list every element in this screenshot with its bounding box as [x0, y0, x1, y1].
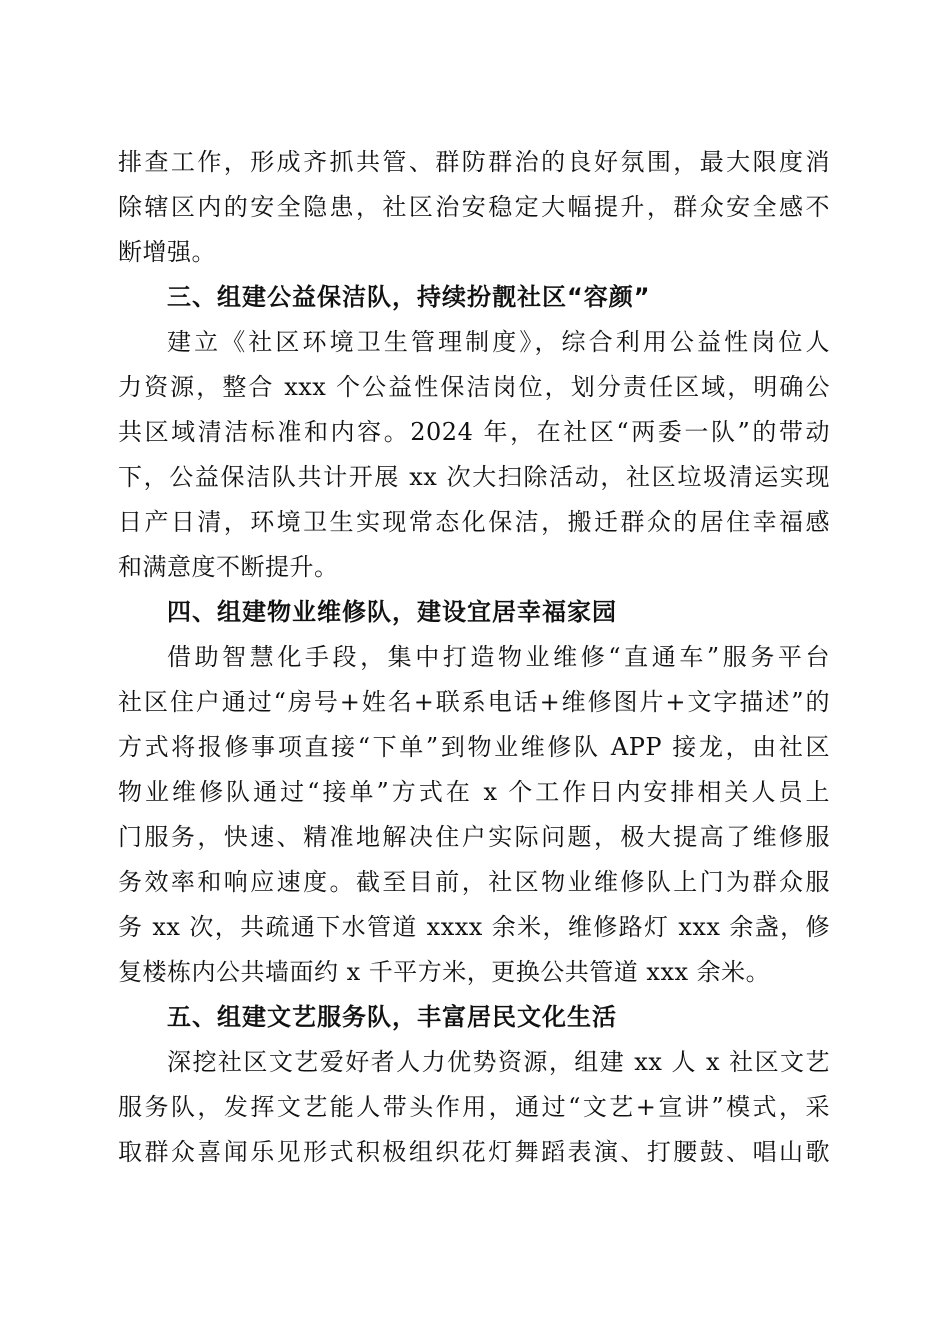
paragraph-line: 物业维修队通过“接单”方式在 x 个工作日内安排相关人员上	[118, 778, 830, 806]
paragraph-line: 共区域清洁标准和内容。2024 年，在社区“两委一队”的带动	[118, 418, 830, 446]
paragraph-line: 深挖社区文艺爱好者人力优势资源，组建 xx 人 x 社区文艺	[167, 1048, 830, 1076]
paragraph-line: 借助智慧化手段，集中打造物业维修“直通车”服务平台	[167, 643, 830, 671]
paragraph-line: 断增强。	[118, 238, 216, 266]
paragraph-line: 门服务，快速、精准地解决住户实际问题，极大提高了维修服	[118, 823, 830, 851]
paragraph-line: 服务队，发挥文艺能人带头作用，通过“文艺+宣讲”模式，采	[118, 1093, 830, 1121]
paragraph-line: 和满意度不断提升。	[118, 553, 339, 581]
paragraph-line: 建立《社区环境卫生管理制度》，综合利用公益性岗位人	[167, 328, 830, 356]
paragraph-line: 务效率和响应速度。截至目前，社区物业维修队上门为群众服	[118, 868, 830, 896]
paragraph-line: 复楼栋内公共墙面约 x 千平方米，更换公共管道 xxx 余米。	[118, 958, 771, 986]
paragraph-line: 取群众喜闻乐见形式积极组织花灯舞蹈表演、打腰鼓、唱山歌	[118, 1138, 830, 1166]
paragraph-line: 排查工作，形成齐抓共管、群防群治的良好氛围，最大限度消	[118, 148, 830, 176]
paragraph-line: 日产日清，环境卫生实现常态化保洁，搬迁群众的居住幸福感	[118, 508, 830, 536]
paragraph-line: 力资源，整合 xxx 个公益性保洁岗位，划分责任区域，明确公	[118, 373, 830, 401]
paragraph-line: 社区住户通过“房号+姓名+联系电话+维修图片+文字描述”的	[118, 688, 830, 716]
section-3-heading: 三、组建公益保洁队，持续扮靓社区“容颜”	[167, 283, 651, 311]
section-4-heading: 四、组建物业维修队，建设宜居幸福家园	[167, 598, 617, 626]
paragraph-line: 方式将报修事项直接“下单”到物业维修队 APP 接龙，由社区	[118, 733, 830, 761]
paragraph-line: 下，公益保洁队共计开展 xx 次大扫除活动，社区垃圾清运实现	[118, 463, 830, 491]
paragraph-line: 除辖区内的安全隐患，社区治安稳定大幅提升，群众安全感不	[118, 193, 830, 221]
section-5-heading: 五、组建文艺服务队，丰富居民文化生活	[167, 1003, 617, 1031]
paragraph-line: 务 xx 次，共疏通下水管道 xxxx 余米，维修路灯 xxx 余盏，修	[118, 913, 830, 941]
